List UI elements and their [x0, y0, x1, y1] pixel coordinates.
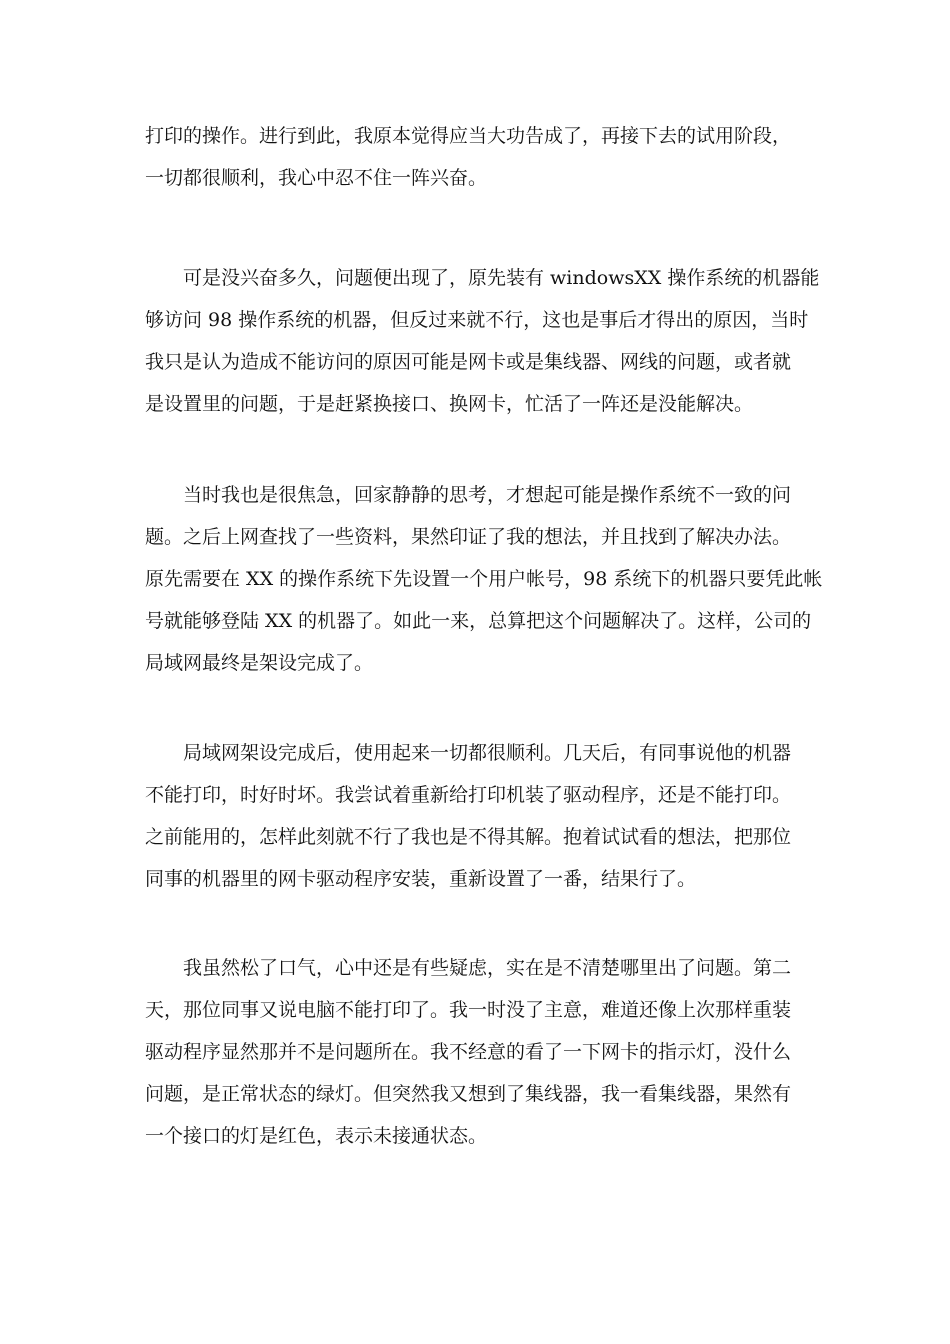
text-line: 一个接口的灯是红色，表示未接通状态。 — [145, 1125, 488, 1147]
paragraph-5 — [145, 947, 810, 1157]
text-line: 驱动程序显然那并不是问题所在。我不经意的看了一下网卡的指示灯，没什么 — [145, 1041, 792, 1063]
paragraph-2 — [145, 257, 820, 425]
paragraph-3 — [145, 474, 823, 684]
text-line: 问题，是正常状态的绿灯。但突然我又想到了集线器，我一看集线器，果然有 — [145, 1083, 792, 1105]
text-line: 局域网最终是架设完成了。 — [145, 652, 374, 674]
paragraph-1 — [145, 115, 810, 199]
text-line: 同事的机器里的网卡驱动程序安装，重新设置了一番，结果行了。 — [145, 868, 697, 890]
text-line: 之前能用的，怎样此刻就不行了我也是不得其解。抱着试试看的想法，把那位 — [145, 826, 792, 848]
text-line: 题。之后上网查找了一些资料，果然印证了我的想法，并且找到了解决办法。 — [145, 526, 792, 548]
text-line: 是设置里的问题，于是赶紧换接口、换网卡，忙活了一阵还是没能解决。 — [145, 393, 754, 415]
text-line: 局域网架设完成后，使用起来一切都很顺利。几天后，有同事说他的机器 — [145, 742, 792, 764]
text-line: 我只是认为造成不能访问的原因可能是网卡或是集线器、网线的问题，或者就 — [145, 351, 792, 373]
text-line: 不能打印，时好时坏。我尝试着重新给打印机装了驱动程序，还是不能打印。 — [145, 784, 792, 806]
text-line: 原先需要在 XX 的操作系统下先设置一个用户帐号，98 系统下的机器只要凭此帐 — [145, 568, 823, 590]
text-line: 天，那位同事又说电脑不能打印了。我一时没了主意，难道还像上次那样重装 — [145, 999, 792, 1021]
text-line: 号就能够登陆 XX 的机器了。如此一来，总算把这个问题解决了。这样，公司的 — [145, 610, 812, 632]
text-line: 我虽然松了口气，心中还是有些疑虑，实在是不清楚哪里出了问题。第二 — [145, 957, 792, 979]
text-line: 一切都很顺利，我心中忍不住一阵兴奋。 — [145, 167, 488, 189]
text-line: 打印的操作。进行到此，我原本觉得应当大功告成了，再接下去的试用阶段， — [145, 125, 792, 147]
text-line: 当时我也是很焦急，回家静静的思考，才想起可能是操作系统不一致的问 — [145, 484, 792, 506]
paragraph-4 — [145, 732, 810, 900]
text-line: 可是没兴奋多久，问题便出现了，原先装有 windowsXX 操作系统的机器能 — [145, 267, 820, 289]
text-line: 够访问 98 操作系统的机器，但反过来就不行，这也是事后才得出的原因，当时 — [145, 309, 809, 331]
